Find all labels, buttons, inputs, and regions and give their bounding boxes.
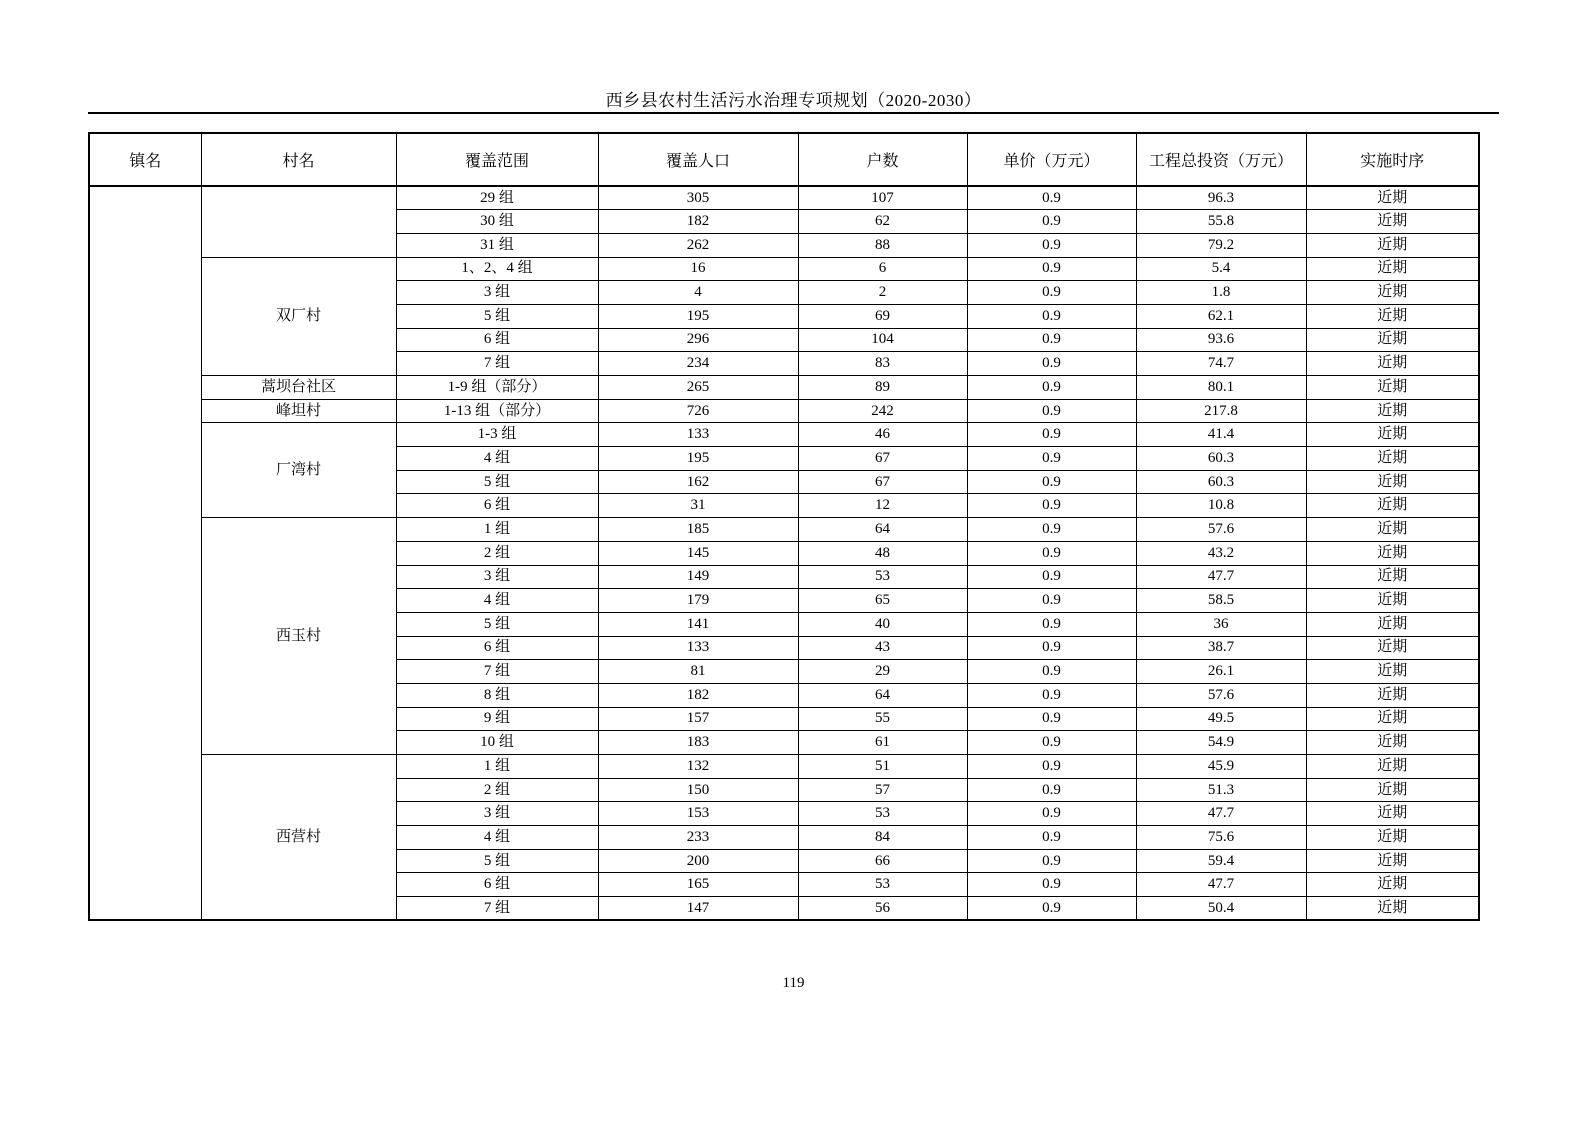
investment-cell: 45.9: [1136, 755, 1306, 779]
table-row: [89, 518, 1479, 542]
households-cell: 40: [798, 612, 967, 636]
investment-cell: 49.5: [1136, 707, 1306, 731]
investment-cell: 93.6: [1136, 328, 1306, 352]
investment-cell: 51.3: [1136, 778, 1306, 802]
timing-cell: 近期: [1306, 565, 1479, 589]
coverage-range-cell: 5 组: [396, 470, 598, 494]
population-cell: 145: [598, 541, 798, 565]
timing-cell: 近期: [1306, 707, 1479, 731]
coverage-range-cell: 2 组: [396, 541, 598, 565]
unit-price-cell: 0.9: [967, 802, 1136, 826]
table-row: [89, 376, 1479, 400]
population-cell: 182: [598, 210, 798, 234]
households-cell: 46: [798, 423, 967, 447]
population-cell: 195: [598, 447, 798, 471]
timing-cell: 近期: [1306, 494, 1479, 518]
timing-cell: 近期: [1306, 447, 1479, 471]
unit-price-cell: 0.9: [967, 257, 1136, 281]
households-cell: 67: [798, 447, 967, 471]
timing-cell: 近期: [1306, 589, 1479, 613]
unit-price-cell: 0.9: [967, 281, 1136, 305]
unit-price-cell: 0.9: [967, 683, 1136, 707]
population-cell: 16: [598, 257, 798, 281]
investment-cell: 50.4: [1136, 897, 1306, 921]
unit-price-cell: 0.9: [967, 328, 1136, 352]
households-cell: 67: [798, 470, 967, 494]
unit-price-cell: 0.9: [967, 233, 1136, 257]
unit-price-cell: 0.9: [967, 447, 1136, 471]
column-header-households: 户数: [798, 133, 967, 186]
table-row: [89, 186, 1479, 210]
households-cell: 55: [798, 707, 967, 731]
investment-cell: 80.1: [1136, 376, 1306, 400]
investment-cell: 60.3: [1136, 470, 1306, 494]
timing-cell: 近期: [1306, 304, 1479, 328]
population-cell: 132: [598, 755, 798, 779]
households-cell: 61: [798, 731, 967, 755]
column-header-town: 镇名: [89, 133, 201, 186]
households-cell: 64: [798, 683, 967, 707]
timing-cell: 近期: [1306, 731, 1479, 755]
investment-cell: 96.3: [1136, 186, 1306, 210]
coverage-range-cell: 3 组: [396, 565, 598, 589]
population-cell: 157: [598, 707, 798, 731]
investment-cell: 38.7: [1136, 636, 1306, 660]
table-header: [89, 133, 1479, 186]
population-cell: 133: [598, 636, 798, 660]
households-cell: 2: [798, 281, 967, 305]
households-cell: 51: [798, 755, 967, 779]
population-cell: 265: [598, 376, 798, 400]
population-cell: 153: [598, 802, 798, 826]
population-cell: 262: [598, 233, 798, 257]
investment-cell: 5.4: [1136, 257, 1306, 281]
column-header-population: 覆盖人口: [598, 133, 798, 186]
population-cell: 179: [598, 589, 798, 613]
unit-price-cell: 0.9: [967, 518, 1136, 542]
investment-cell: 59.4: [1136, 849, 1306, 873]
unit-price-cell: 0.9: [967, 707, 1136, 731]
population-cell: 200: [598, 849, 798, 873]
unit-price-cell: 0.9: [967, 612, 1136, 636]
coverage-range-cell: 6 组: [396, 636, 598, 660]
population-cell: 162: [598, 470, 798, 494]
households-cell: 57: [798, 778, 967, 802]
timing-cell: 近期: [1306, 352, 1479, 376]
unit-price-cell: 0.9: [967, 660, 1136, 684]
households-cell: 104: [798, 328, 967, 352]
coverage-range-cell: 9 组: [396, 707, 598, 731]
coverage-range-cell: 7 组: [396, 897, 598, 921]
households-cell: 6: [798, 257, 967, 281]
town-name-cell: [89, 186, 201, 920]
timing-cell: 近期: [1306, 873, 1479, 897]
coverage-range-cell: 1 组: [396, 518, 598, 542]
timing-cell: 近期: [1306, 897, 1479, 921]
village-name-cell: 蒿坝台社区: [201, 376, 396, 400]
households-cell: 65: [798, 589, 967, 613]
households-cell: 29: [798, 660, 967, 684]
population-cell: 183: [598, 731, 798, 755]
investment-cell: 57.6: [1136, 683, 1306, 707]
investment-cell: 47.7: [1136, 873, 1306, 897]
population-cell: 233: [598, 826, 798, 850]
unit-price-cell: 0.9: [967, 849, 1136, 873]
households-cell: 88: [798, 233, 967, 257]
coverage-range-cell: 1、2、4 组: [396, 257, 598, 281]
timing-cell: 近期: [1306, 660, 1479, 684]
timing-cell: 近期: [1306, 826, 1479, 850]
village-name-cell: [201, 186, 396, 257]
timing-cell: 近期: [1306, 755, 1479, 779]
households-cell: 242: [798, 399, 967, 423]
investment-cell: 79.2: [1136, 233, 1306, 257]
plan-table: [88, 132, 1480, 921]
table-body: [89, 186, 1479, 920]
timing-cell: 近期: [1306, 399, 1479, 423]
investment-cell: 41.4: [1136, 423, 1306, 447]
households-cell: 48: [798, 541, 967, 565]
column-header-timing: 实施时序: [1306, 133, 1479, 186]
households-cell: 107: [798, 186, 967, 210]
investment-cell: 75.6: [1136, 826, 1306, 850]
investment-cell: 217.8: [1136, 399, 1306, 423]
village-name-cell: 双厂村: [201, 257, 396, 375]
investment-cell: 60.3: [1136, 447, 1306, 471]
page-number: 119: [782, 975, 805, 991]
unit-price-cell: 0.9: [967, 494, 1136, 518]
coverage-range-cell: 8 组: [396, 683, 598, 707]
unit-price-cell: 0.9: [967, 470, 1136, 494]
investment-cell: 62.1: [1136, 304, 1306, 328]
households-cell: 69: [798, 304, 967, 328]
households-cell: 62: [798, 210, 967, 234]
population-cell: 305: [598, 186, 798, 210]
timing-cell: 近期: [1306, 541, 1479, 565]
timing-cell: 近期: [1306, 470, 1479, 494]
coverage-range-cell: 6 组: [396, 873, 598, 897]
coverage-range-cell: 4 组: [396, 589, 598, 613]
population-cell: 4: [598, 281, 798, 305]
population-cell: 133: [598, 423, 798, 447]
village-name-cell: 峰坦村: [201, 399, 396, 423]
timing-cell: 近期: [1306, 423, 1479, 447]
timing-cell: 近期: [1306, 328, 1479, 352]
investment-cell: 43.2: [1136, 541, 1306, 565]
population-cell: 234: [598, 352, 798, 376]
investment-cell: 47.7: [1136, 565, 1306, 589]
households-cell: 84: [798, 826, 967, 850]
unit-price-cell: 0.9: [967, 589, 1136, 613]
unit-price-cell: 0.9: [967, 897, 1136, 921]
unit-price-cell: 0.9: [967, 376, 1136, 400]
investment-cell: 55.8: [1136, 210, 1306, 234]
coverage-range-cell: 7 组: [396, 660, 598, 684]
coverage-range-cell: 30 组: [396, 210, 598, 234]
unit-price-cell: 0.9: [967, 565, 1136, 589]
households-cell: 43: [798, 636, 967, 660]
population-cell: 195: [598, 304, 798, 328]
column-header-coverage-range: 覆盖范围: [396, 133, 598, 186]
population-cell: 185: [598, 518, 798, 542]
timing-cell: 近期: [1306, 186, 1479, 210]
table-header-row: [89, 133, 1479, 186]
coverage-range-cell: 1-9 组（部分）: [396, 376, 598, 400]
unit-price-cell: 0.9: [967, 778, 1136, 802]
investment-cell: 58.5: [1136, 589, 1306, 613]
coverage-range-cell: 1-3 组: [396, 423, 598, 447]
households-cell: 12: [798, 494, 967, 518]
timing-cell: 近期: [1306, 683, 1479, 707]
unit-price-cell: 0.9: [967, 399, 1136, 423]
timing-cell: 近期: [1306, 210, 1479, 234]
unit-price-cell: 0.9: [967, 636, 1136, 660]
population-cell: 141: [598, 612, 798, 636]
coverage-range-cell: 6 组: [396, 328, 598, 352]
table-row: [89, 423, 1479, 447]
table-row: [89, 755, 1479, 779]
column-header-village: 村名: [201, 133, 396, 186]
timing-cell: 近期: [1306, 778, 1479, 802]
coverage-range-cell: 7 组: [396, 352, 598, 376]
households-cell: 53: [798, 802, 967, 826]
investment-cell: 1.8: [1136, 281, 1306, 305]
coverage-range-cell: 3 组: [396, 281, 598, 305]
population-cell: 726: [598, 399, 798, 423]
investment-cell: 26.1: [1136, 660, 1306, 684]
unit-price-cell: 0.9: [967, 541, 1136, 565]
coverage-range-cell: 10 组: [396, 731, 598, 755]
coverage-range-cell: 5 组: [396, 612, 598, 636]
header-rule: [88, 112, 1499, 114]
coverage-range-cell: 2 组: [396, 778, 598, 802]
households-cell: 53: [798, 565, 967, 589]
coverage-range-cell: 3 组: [396, 802, 598, 826]
investment-cell: 10.8: [1136, 494, 1306, 518]
table-row: [89, 257, 1479, 281]
households-cell: 83: [798, 352, 967, 376]
column-header-unit-price: 单价（万元）: [967, 133, 1136, 186]
coverage-range-cell: 31 组: [396, 233, 598, 257]
unit-price-cell: 0.9: [967, 186, 1136, 210]
investment-cell: 47.7: [1136, 802, 1306, 826]
timing-cell: 近期: [1306, 281, 1479, 305]
document-header-title: 西乡县农村生活污水治理专项规划（2020-2030）: [605, 91, 982, 110]
investment-cell: 54.9: [1136, 731, 1306, 755]
population-cell: 147: [598, 897, 798, 921]
timing-cell: 近期: [1306, 257, 1479, 281]
population-cell: 296: [598, 328, 798, 352]
village-name-cell: 厂湾村: [201, 423, 396, 518]
investment-cell: 74.7: [1136, 352, 1306, 376]
timing-cell: 近期: [1306, 233, 1479, 257]
population-cell: 149: [598, 565, 798, 589]
unit-price-cell: 0.9: [967, 731, 1136, 755]
table-row: [89, 399, 1479, 423]
timing-cell: 近期: [1306, 612, 1479, 636]
column-header-investment: 工程总投资（万元）: [1136, 133, 1306, 186]
investment-cell: 36: [1136, 612, 1306, 636]
coverage-range-cell: 1 组: [396, 755, 598, 779]
coverage-range-cell: 4 组: [396, 826, 598, 850]
village-name-cell: 西营村: [201, 755, 396, 921]
timing-cell: 近期: [1306, 802, 1479, 826]
households-cell: 56: [798, 897, 967, 921]
population-cell: 182: [598, 683, 798, 707]
timing-cell: 近期: [1306, 849, 1479, 873]
households-cell: 64: [798, 518, 967, 542]
households-cell: 53: [798, 873, 967, 897]
population-cell: 165: [598, 873, 798, 897]
unit-price-cell: 0.9: [967, 304, 1136, 328]
village-name-cell: 西玉村: [201, 518, 396, 755]
coverage-range-cell: 6 组: [396, 494, 598, 518]
unit-price-cell: 0.9: [967, 755, 1136, 779]
coverage-range-cell: 5 组: [396, 849, 598, 873]
households-cell: 89: [798, 376, 967, 400]
unit-price-cell: 0.9: [967, 826, 1136, 850]
unit-price-cell: 0.9: [967, 210, 1136, 234]
coverage-range-cell: 4 组: [396, 447, 598, 471]
timing-cell: 近期: [1306, 376, 1479, 400]
unit-price-cell: 0.9: [967, 352, 1136, 376]
timing-cell: 近期: [1306, 636, 1479, 660]
timing-cell: 近期: [1306, 518, 1479, 542]
population-cell: 31: [598, 494, 798, 518]
population-cell: 150: [598, 778, 798, 802]
population-cell: 81: [598, 660, 798, 684]
unit-price-cell: 0.9: [967, 423, 1136, 447]
coverage-range-cell: 5 组: [396, 304, 598, 328]
coverage-range-cell: 29 组: [396, 186, 598, 210]
unit-price-cell: 0.9: [967, 873, 1136, 897]
investment-cell: 57.6: [1136, 518, 1306, 542]
coverage-range-cell: 1-13 组（部分）: [396, 399, 598, 423]
households-cell: 66: [798, 849, 967, 873]
